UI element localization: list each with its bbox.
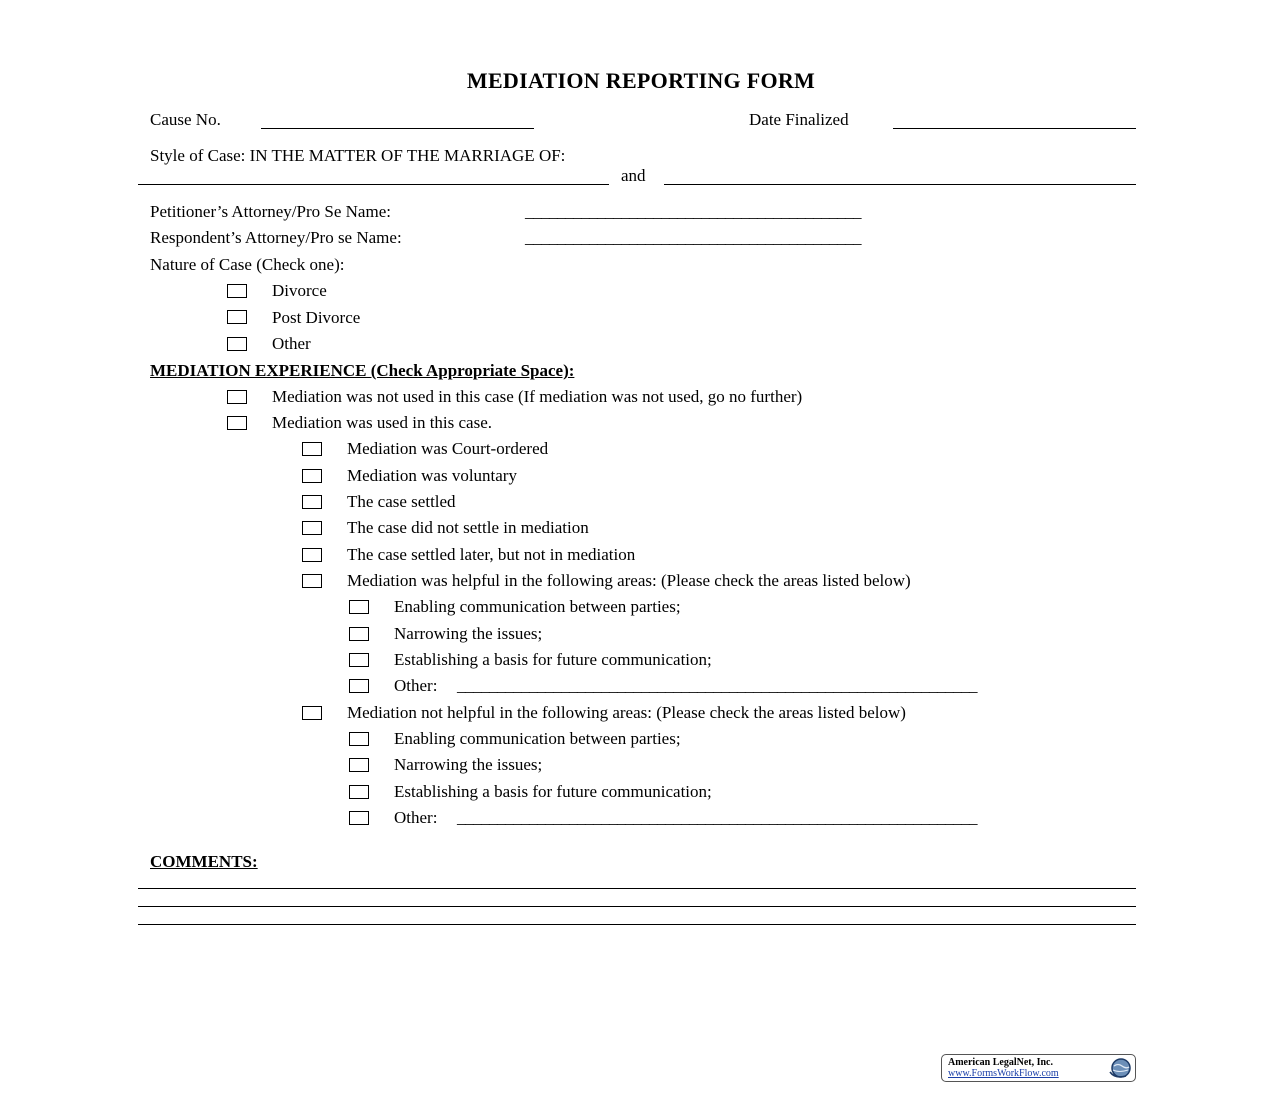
checkbox-helpful-other[interactable] xyxy=(349,679,369,693)
globe-icon xyxy=(1108,1057,1132,1079)
style-of-case-label: Style of Case: IN THE MATTER OF THE MARRIAGE OF: xyxy=(150,146,566,165)
checkbox-divorce[interactable] xyxy=(227,284,247,298)
checkbox-not-helpful-future[interactable] xyxy=(349,785,369,799)
option-divorce: Divorce xyxy=(272,281,327,300)
helpful-other-label: Other: xyxy=(394,676,438,695)
helpful-future: Establishing a basis for future communication; xyxy=(394,650,712,669)
option-case-settled: The case settled xyxy=(347,492,456,511)
petitioner-attorney-field[interactable]: __________________________________________ xyxy=(525,202,861,221)
comments-heading: COMMENTS: xyxy=(150,852,258,871)
checkbox-case-settled[interactable] xyxy=(302,495,322,509)
checkbox-helpful-future[interactable] xyxy=(349,653,369,667)
comments-line-3[interactable] xyxy=(138,924,1136,925)
not-helpful-communication: Enabling communication between parties; xyxy=(394,729,681,748)
footer-company: American LegalNet, Inc. xyxy=(948,1057,1053,1068)
cause-no-label: Cause No. xyxy=(150,110,221,129)
helpful-communication: Enabling communication between parties; xyxy=(394,597,681,616)
checkbox-other-nature[interactable] xyxy=(227,337,247,351)
option-not-helpful: Mediation not helpful in the following areas: (Please check the areas listed below) xyxy=(347,703,906,722)
party-one-field[interactable] xyxy=(138,184,609,185)
option-mediation-used: Mediation was used in this case. xyxy=(272,413,493,432)
not-helpful-future: Establishing a basis for future communication; xyxy=(394,782,712,801)
checkbox-not-helpful-communication[interactable] xyxy=(349,732,369,746)
checkbox-helpful-communication[interactable] xyxy=(349,600,369,614)
checkbox-helpful-narrowing[interactable] xyxy=(349,627,369,641)
petitioner-attorney-label: Petitioner’s Attorney/Pro Se Name: xyxy=(150,202,391,221)
footer-logo xyxy=(941,1054,1136,1082)
footer-url[interactable]: www.FormsWorkFlow.com xyxy=(948,1068,1059,1079)
checkbox-not-helpful-narrowing[interactable] xyxy=(349,758,369,772)
checkbox-settled-later[interactable] xyxy=(302,548,322,562)
not-helpful-other-field[interactable]: _________________________________________________________________ xyxy=(457,808,977,827)
nature-of-case-label: Nature of Case (Check one): xyxy=(150,255,345,274)
option-court-ordered: Mediation was Court-ordered xyxy=(347,439,549,458)
checkbox-mediation-not-used[interactable] xyxy=(227,390,247,404)
mediation-experience-heading: MEDIATION EXPERIENCE (Check Appropriate Space): xyxy=(150,361,575,380)
cause-no-field[interactable] xyxy=(261,128,534,129)
and-label: and xyxy=(621,166,646,185)
option-settled-later: The case settled later, but not in mediation xyxy=(347,545,636,564)
helpful-narrowing: Narrowing the issues; xyxy=(394,624,543,643)
not-helpful-other-label: Other: xyxy=(394,808,438,827)
option-post-divorce: Post Divorce xyxy=(272,308,361,327)
option-did-not-settle: The case did not settle in mediation xyxy=(347,518,589,537)
checkbox-did-not-settle[interactable] xyxy=(302,521,322,535)
option-voluntary: Mediation was voluntary xyxy=(347,466,517,485)
date-finalized-label: Date Finalized xyxy=(749,110,849,129)
helpful-other-field[interactable]: _________________________________________________________________ xyxy=(457,676,977,695)
comments-line-2[interactable] xyxy=(138,906,1136,907)
form-title: MEDIATION REPORTING FORM xyxy=(466,68,816,93)
checkbox-mediation-used[interactable] xyxy=(227,416,247,430)
not-helpful-narrowing: Narrowing the issues; xyxy=(394,755,543,774)
option-helpful: Mediation was helpful in the following areas: (Please check the areas listed below) xyxy=(347,571,911,590)
option-other-nature: Other xyxy=(272,334,311,353)
date-finalized-field[interactable] xyxy=(893,128,1136,129)
checkbox-court-ordered[interactable] xyxy=(302,442,322,456)
option-mediation-not-used: Mediation was not used in this case (If mediation was not used, go no further) xyxy=(272,387,803,406)
checkbox-helpful[interactable] xyxy=(302,574,322,588)
checkbox-not-helpful-other[interactable] xyxy=(349,811,369,825)
party-two-field[interactable] xyxy=(664,184,1136,185)
respondent-attorney-field[interactable]: __________________________________________ xyxy=(525,228,861,247)
checkbox-voluntary[interactable] xyxy=(302,469,322,483)
checkbox-not-helpful[interactable] xyxy=(302,706,322,720)
comments-line-1[interactable] xyxy=(138,888,1136,889)
checkbox-post-divorce[interactable] xyxy=(227,310,247,324)
respondent-attorney-label: Respondent’s Attorney/Pro se Name: xyxy=(150,228,402,247)
